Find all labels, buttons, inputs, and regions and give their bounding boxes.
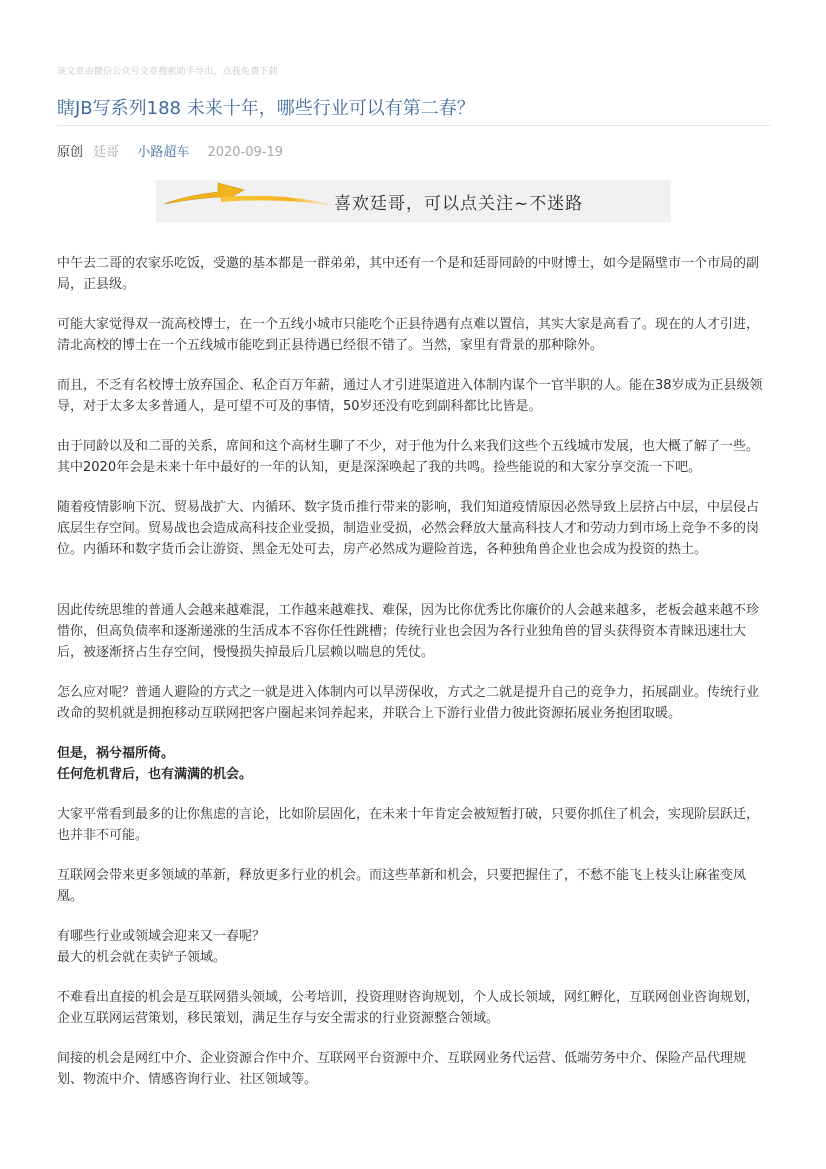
publish-date: 2020-09-19 (207, 145, 284, 160)
paragraph: 因此传统思维的普通人会越来越难混，工作越来越难找、难保，因为比你优秀比你廉价的人会越来越多，老板会越来越不珍惜你，但高负债率和逐渐递涨的生活成本不容你任性跳槽；传统行业也会因为各行业独角兽的冒头获得资本青睐迅速壮大后，被逐渐挤占生存空间，慢慢损失掉最后几层赖以喘息的凭仗。 (57, 603, 760, 660)
paragraph: 互联网会带来更多领域的革新，释放更多行业的机会。而这些革新和机会，只要把握住了，不愁不能飞上枝头让麻雀变凤凰。 (57, 868, 747, 904)
paragraph: 间接的机会是网红中介、企业资源合作中介、互联网平台资源中介、互联网业务代运营、低端劳务中介、保险产品代理规划、物流中介、情感咨询行业、社区领域等。 (57, 1051, 747, 1087)
paragraph: 大家平常看到最多的让你焦虑的言论，比如阶层固化，在未来十年肯定会被短暂打破，只要你抓住了机会，实现阶层跃迁，也并非不可能。 (57, 807, 760, 843)
title-divider (57, 125, 770, 126)
article-body (57, 253, 769, 1109)
banner-text: 喜欢廷哥，可以点关注~不迷路 (334, 194, 584, 214)
paragraph: 怎么应对呢？普通人避险的方式之一就是进入体制内可以旱涝保收，方式之二就是提升自己的竞争力，拓展副业。传统行业改命的契机就是拥抱移动互联网把客户圈起来饲养起来，并联合上下游行业借力彼此资源拓展业务抱团取暖。 (57, 685, 760, 721)
question-block (57, 926, 769, 968)
emphasis-block (57, 743, 769, 785)
paragraph: 随着疫情影响下沉、贸易战扩大、内循环、数字货币推行带来的影响，我们知道疫情原因必然导致上层挤占中层，中层侵占底层生存空间。贸易战也会造成高科技企业受损，制造业受损，必然会释放大量高科技人才和劳动力到市场上竞争不多的岗位。内循环和数字货币会让游资、黑金无处可去，房产必然成为避险首选，各种独角兽企业也会成为投资的热土。 (57, 500, 760, 557)
article-title: 瞎JB写系列188 未来十年，哪些行业可以有第二春？ (57, 98, 475, 119)
emphasis-line: 但是，祸兮福所倚。 (57, 746, 175, 761)
emphasis-line: 任何危机背后，也有满满的机会。 (57, 767, 253, 782)
question-line: 最大的机会就在卖铲子领域。 (57, 950, 227, 965)
article-meta (57, 141, 283, 160)
author-name: 廷哥 (93, 145, 120, 160)
paragraph: 不难看出直接的机会是互联网猎头领域，公考培训，投资理财咨询规划，个人成长领域，网红孵化，互联网创业咨询规划，企业互联网运营策划，移民策划，满足生存与安全需求的行业资源整合领域。 (57, 990, 760, 1026)
follow-banner (156, 180, 671, 222)
account-link[interactable]: 小路超车 (137, 145, 190, 160)
paragraph: 由于同龄以及和二哥的关系，席间和这个高材生聊了不少，对于他为什么来我们这些个五线城市发展，也大概了解了一些。其中2020年会是未来十年中最好的一年的认知，更是深深唤起了我的共鸣。捡些能说的和大家分享交流一下吧。 (57, 439, 760, 475)
paragraph: 可能大家觉得双一流高校博士，在一个五线小城市只能吃个正县待遇有点难以置信，其实大家是高看了。现在的人才引进，清北高校的博士在一个五线城市能吃到正县待遇已经很不错了。当然，家里有背景的那种除外。 (57, 317, 760, 353)
export-source-note[interactable]: 该文章由微信公众号文章搜索助手导出，点我免费下载 (57, 67, 278, 77)
paragraph: 而且，不乏有名校博士放弃国企、私企百万年薪，通过人才引进渠道进入体制内谋个一官半职的人。能在38岁成为正县级领导，对于太多太多普通人，是可望不可及的事情，50岁还没有吃到副科都比比皆是。 (57, 378, 763, 414)
paragraph: 中午去二哥的农家乐吃饭，受邀的基本都是一群弟弟，其中还有一个是和廷哥同龄的中财博士，如今是隔壁市一个市局的副局，正县级。 (57, 256, 760, 292)
original-tag: 原创 (57, 145, 84, 160)
question-line: 有哪些行业或领域会迎来又一春呢？ (57, 929, 266, 944)
